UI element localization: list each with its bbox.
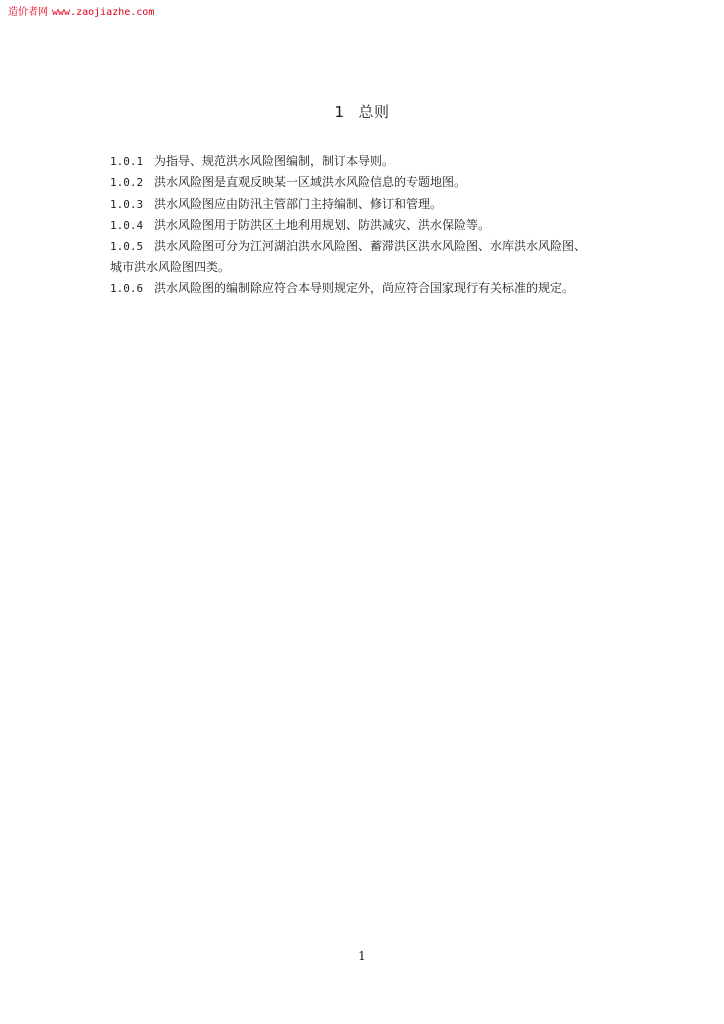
clause-text: 洪水风险图用于防洪区土地利用规划、防洪减灾、洪水保险等。 (154, 217, 491, 232)
clause-number: 1.0.5 (110, 240, 144, 254)
clause-item (110, 172, 630, 193)
chapter-title: 总则 (358, 103, 390, 121)
page-number: 1 (358, 949, 366, 963)
clause-item (110, 278, 630, 299)
clause-text-continuation: 城市洪水风险图四类。 (110, 260, 231, 275)
clause-number: 1.0.4 (110, 218, 144, 232)
clause-text: 为指导、规范洪水风险图编制，制订本导则。 (154, 154, 395, 168)
watermark-site-link[interactable]: www.zaojiazhe.com (52, 7, 155, 18)
clause-text: 洪水风险图的编制除应符合本导则规定外，尚应符合国家现行有关标准的规定。 (154, 280, 575, 295)
clause-number: 1.0.6 (110, 281, 144, 295)
watermark-brand: 造价者网 (8, 7, 48, 18)
clause-text: 洪水风险图应由防汛主管部门主持编制、修订和管理。 (154, 196, 443, 211)
watermark (8, 6, 154, 20)
clause-item (110, 215, 630, 236)
clause-list (110, 151, 630, 299)
clause-text: 洪水风险图可分为江河湖泊洪水风险图、蓄滞洪区洪水风险图、水库洪水风险图、 (154, 239, 587, 254)
clause-text: 洪水风险图是直观反映某一区域洪水风险信息的专题地图。 (154, 175, 467, 190)
clause-number: 1.0.1 (110, 155, 144, 168)
clause-item (110, 151, 630, 172)
clause-number: 1.0.3 (110, 197, 144, 211)
chapter-number: 1 (334, 103, 345, 121)
clause-item (110, 236, 630, 278)
clause-number: 1.0.2 (110, 176, 144, 190)
chapter-heading (0, 102, 724, 122)
clause-item (110, 194, 630, 215)
